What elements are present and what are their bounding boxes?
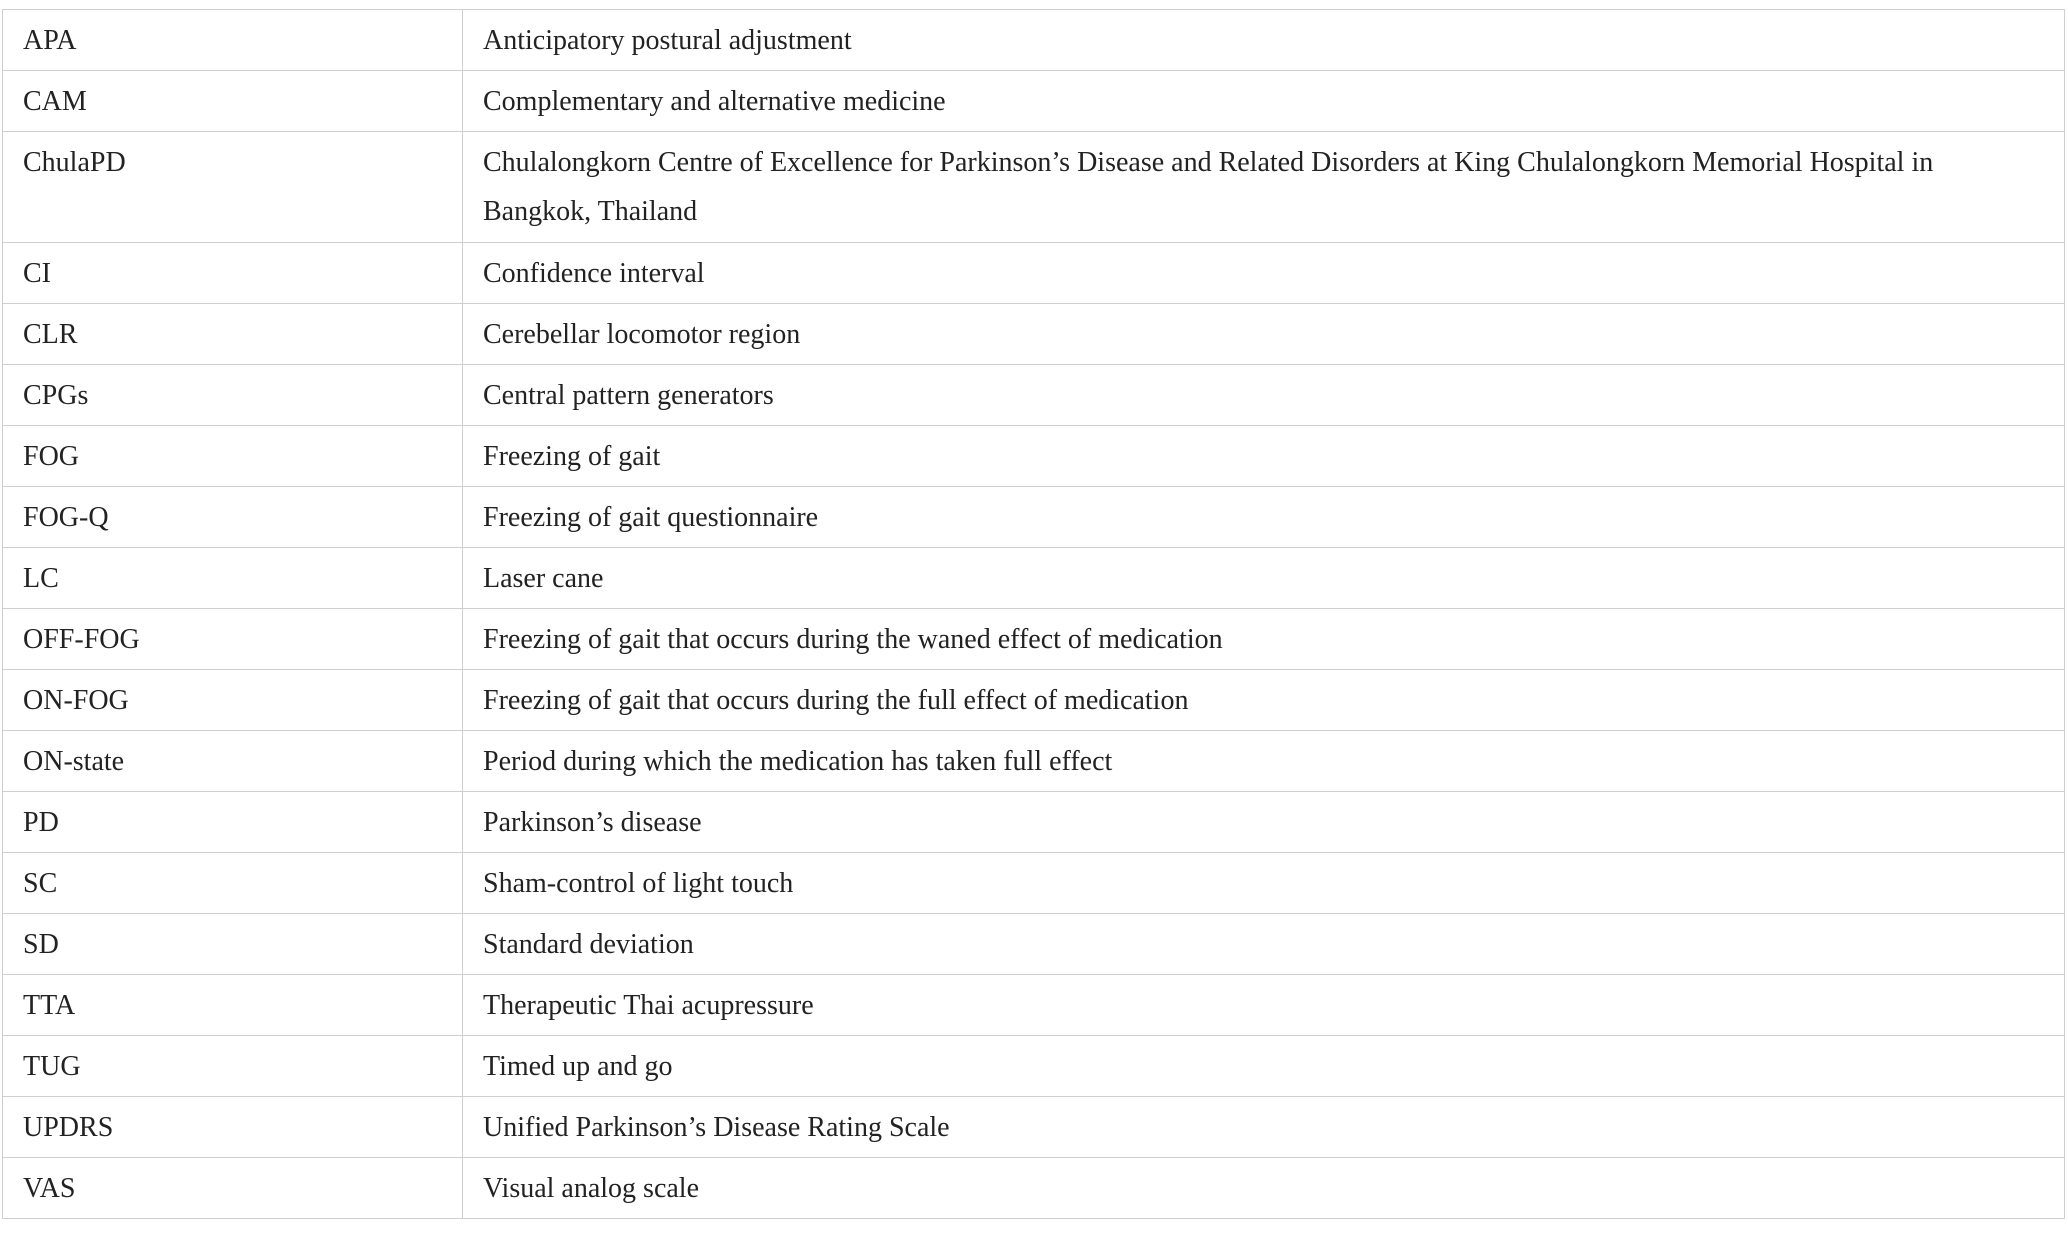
abbreviations-table: [2, 9, 2065, 1219]
definition-cell: Period during which the medication has taken full effect: [463, 731, 2065, 792]
abbreviation-cell: LC: [3, 548, 463, 609]
table-row: [3, 670, 2065, 731]
definition-cell: Therapeutic Thai acupressure: [463, 975, 2065, 1036]
abbreviation-cell: UPDRS: [3, 1097, 463, 1158]
definition-cell: Freezing of gait that occurs during the waned effect of medication: [463, 609, 2065, 670]
abbreviation-cell: APA: [3, 10, 463, 71]
table-row: [3, 914, 2065, 975]
abbreviation-cell: TTA: [3, 975, 463, 1036]
table-row: [3, 132, 2065, 243]
definition-cell: Confidence interval: [463, 243, 2065, 304]
definition-cell: Freezing of gait: [463, 426, 2065, 487]
table-row: [3, 426, 2065, 487]
table-row: [3, 975, 2065, 1036]
abbreviation-cell: ON-FOG: [3, 670, 463, 731]
definition-cell: Freezing of gait questionnaire: [463, 487, 2065, 548]
definition-cell: Standard deviation: [463, 914, 2065, 975]
definition-cell: Chulalongkorn Centre of Excellence for Parkinson’s Disease and Related Disorders at King Chulalongkorn Memorial Hospital in Bangkok, Thailand: [463, 132, 2065, 243]
table-row: [3, 71, 2065, 132]
abbreviation-cell: FOG: [3, 426, 463, 487]
table-row: [3, 243, 2065, 304]
definition-cell: Parkinson’s disease: [463, 792, 2065, 853]
abbreviation-cell: TUG: [3, 1036, 463, 1097]
table-row: [3, 792, 2065, 853]
table-row: [3, 731, 2065, 792]
table-row: [3, 365, 2065, 426]
abbreviation-cell: ChulaPD: [3, 132, 463, 243]
definition-cell: Visual analog scale: [463, 1158, 2065, 1219]
definition-cell: Anticipatory postural adjustment: [463, 10, 2065, 71]
definition-cell: Complementary and alternative medicine: [463, 71, 2065, 132]
abbreviation-cell: ON-state: [3, 731, 463, 792]
abbreviation-cell: CI: [3, 243, 463, 304]
abbreviation-cell: SD: [3, 914, 463, 975]
table-row: [3, 1097, 2065, 1158]
table-row: [3, 1158, 2065, 1219]
table-row: [3, 304, 2065, 365]
abbreviations-table-body: [3, 10, 2065, 1219]
definition-cell: Timed up and go: [463, 1036, 2065, 1097]
abbreviation-cell: CAM: [3, 71, 463, 132]
table-row: [3, 548, 2065, 609]
abbreviation-cell: OFF-FOG: [3, 609, 463, 670]
definition-cell: Sham-control of light touch: [463, 853, 2065, 914]
table-row: [3, 487, 2065, 548]
abbreviation-cell: VAS: [3, 1158, 463, 1219]
abbreviation-cell: CPGs: [3, 365, 463, 426]
abbreviation-cell: FOG-Q: [3, 487, 463, 548]
abbreviation-cell: CLR: [3, 304, 463, 365]
definition-cell: Freezing of gait that occurs during the full effect of medication: [463, 670, 2065, 731]
definition-cell: Cerebellar locomotor region: [463, 304, 2065, 365]
abbreviation-cell: SC: [3, 853, 463, 914]
definition-cell: Central pattern generators: [463, 365, 2065, 426]
table-row: [3, 1036, 2065, 1097]
table-row: [3, 609, 2065, 670]
definition-cell: Unified Parkinson’s Disease Rating Scale: [463, 1097, 2065, 1158]
abbreviation-cell: PD: [3, 792, 463, 853]
table-row: [3, 853, 2065, 914]
table-row: [3, 10, 2065, 71]
definition-cell: Laser cane: [463, 548, 2065, 609]
